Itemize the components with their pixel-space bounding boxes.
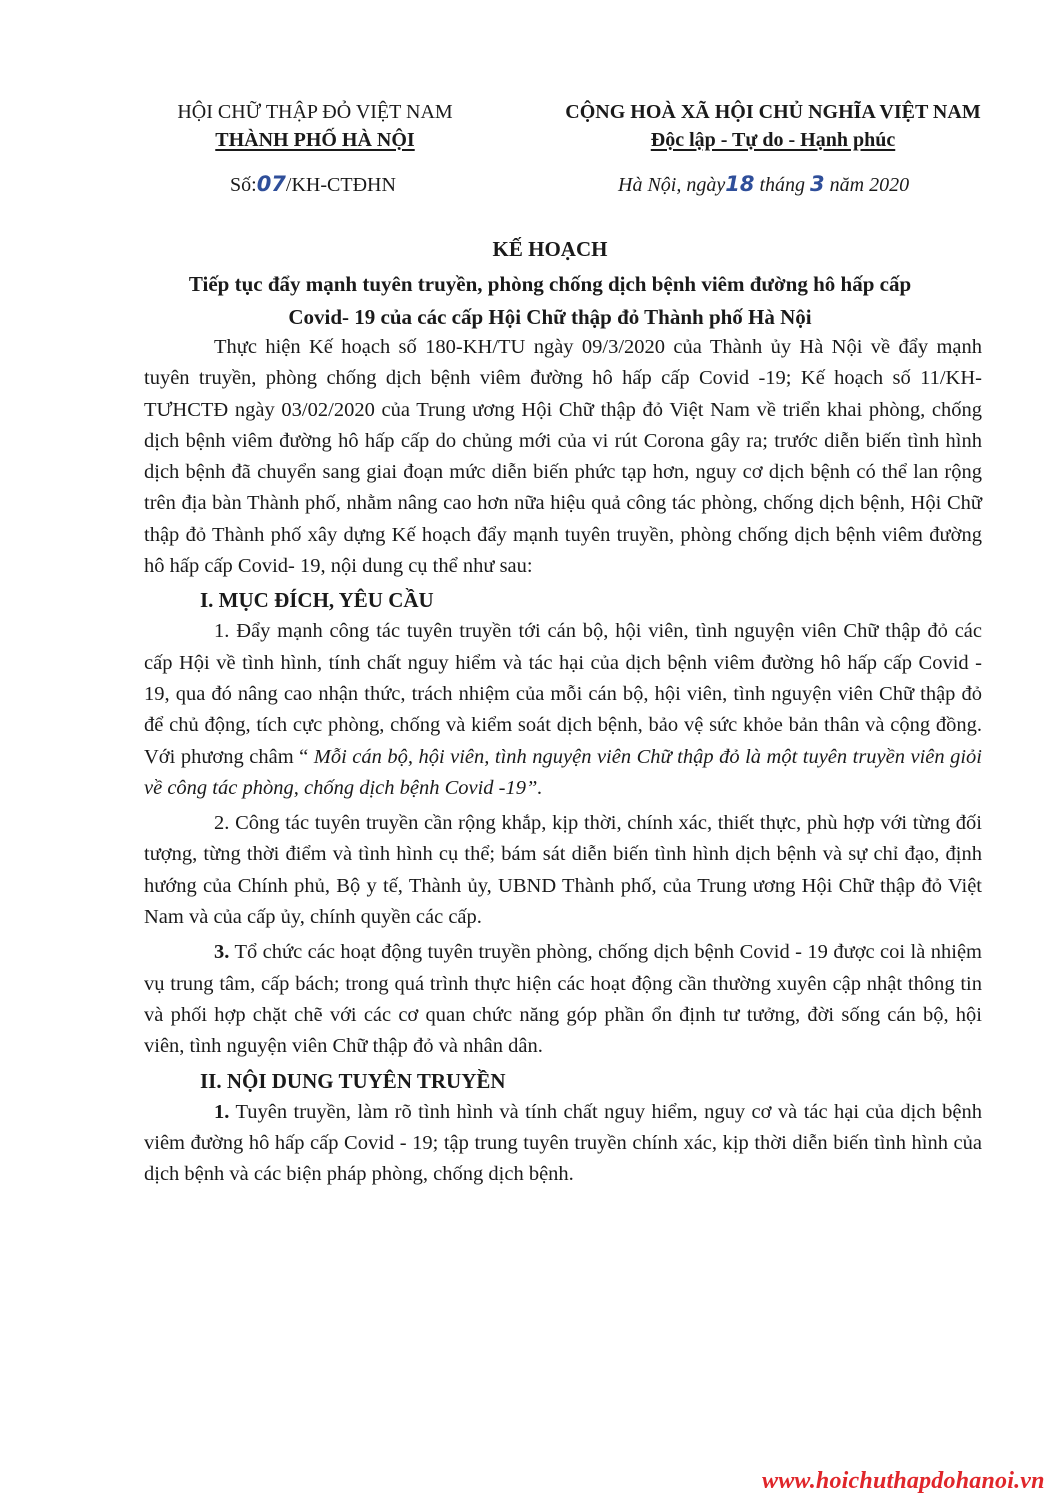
item-quote: Mỗi cán bộ, hội viên, tình nguyện viên Chữ thập đỏ là một tuyên truyền viên giỏi về công tác phòng, chống dịch bệnh Covid -19”. [144,745,982,799]
section-2-item-1 [144,1097,982,1191]
date-prefix: Hà Nội, ngày [618,174,726,196]
section-1-heading: I. MỤC ĐÍCH, YÊU CẦU [200,588,434,613]
nation-name: CỘNG HOÀ XÃ HỘI CHỦ NGHĨA VIỆT NAM [565,101,981,123]
organization-header [150,98,480,154]
item-text: Tổ chức các hoạt động tuyên truyền phòng, chống dịch bệnh Covid - 19 được coi là nhiệm vụ trung tâm, cấp bách; trong quá trình thực hiện các hoạt động cần thường xuyên cập nhật thông tin và phối hợp chặt chẽ với các cơ quan chức năng góp phần ổn định tư tưởng, đời sống cán bộ, hội viên, tình nguyện viên Chữ thập đỏ và nhân dân. [144,941,982,1058]
subtitle-line-2: Covid- 19 của các cấp Hội Chữ thập đỏ Thành phố Hà Nội [288,305,812,329]
intro-paragraph: Thực hiện Kế hoạch số 180-KH/TU ngày 09/3/2020 của Thành ủy Hà Nội về đẩy mạnh tuyên truyền, phòng chống dịch bệnh viêm đường hô hấp cấp Covid -19; Kế hoạch số 11/KH-TƯHCTĐ ngày 03/02/2020 của Trung ương Hội Chữ thập đỏ Việt Nam về triển khai phòng, chống dịch bệnh viêm đường hô hấp cấp do chủng mới của vi rút Corona gây ra; trước diễn biến tình hình dịch bệnh đã chuyển sang giai đoạn mức diễn biến phức tạp hơn, nguy cơ dịch bệnh có thể lan rộng trên địa bàn Thành phố, nhằm nâng cao hơn nữa hiệu quả công tác phòng, chống dịch bệnh, Hội Chữ thập đỏ Thành phố xây dựng Kế hoạch đẩy mạnh tuyên truyền, phòng chống dịch bệnh viêm đường hô hấp cấp Covid- 19, nội dung cụ thể như sau: [144,336,982,578]
document-body [144,332,982,1190]
section-2-heading: II. NỘI DUNG TUYÊN TRUYỀN [200,1068,506,1093]
document-number [230,172,396,197]
section-1-item-1 [144,616,982,804]
website-watermark: www.hoichuthapdohanoi.vn [762,1468,1045,1494]
date-suffix: năm 2020 [829,174,910,196]
subtitle-line-1: Tiếp tục đẩy mạnh tuyên truyền, phòng chống dịch bệnh viêm đường hô hấp cấp [188,272,912,296]
item-text: Đẩy mạnh công tác tuyên truyền tới cán bộ, hội viên, tình nguyện viên Chữ thập đỏ các cấp Hội về tình hình, tính chất nguy hiểm và tác hại của dịch bệnh viêm đường hô hấp cấp Covid - 19, qua đó nâng cao nhận thức, trách nhiệm của mỗi cán bộ, hội viên, tình nguyện viên Chữ thập đỏ để chủ động, tích cực phòng, chống và kiểm soát dịch bệnh, bảo vệ sức khỏe bản thân và cộng đồng. Với phương châm “ [144,620,983,768]
item-text: Công tác tuyên truyền cần rộng khắp, kịp thời, chính xác, thiết thực, phù hợp với từng đối tượng, từng thời điểm và tình hình cụ thể; bám sát diễn biến tình hình dịch bệnh và sự chỉ đạo, định hướng của Chính phủ, Bộ y tế, Thành ủy, UBND Thành phố, của Trung ương Hội Chữ thập đỏ Việt Nam và của cấp ủy, chính quyền các cấp. [144,812,982,929]
national-motto: Độc lập - Tự do - Hạnh phúc [650,129,896,151]
date-month-handwritten: 3 [810,172,825,196]
date-day-handwritten: 18 [725,172,755,196]
date-mid: tháng [759,174,806,196]
organization-city: THÀNH PHỐ HÀ NỘI [215,129,415,151]
organization-name: HỘI CHỮ THẬP ĐỎ VIỆT NAM [177,101,453,123]
doc-no-handwritten: 07 [256,172,286,196]
item-number: 1. [214,620,230,643]
item-number: 2. [214,812,230,835]
document-date [618,172,909,197]
document-title: KẾ HOẠCH [492,237,608,261]
item-number: 1. [214,1100,230,1123]
doc-no-prefix: Số: [230,174,257,196]
doc-no-suffix: /KH-CTĐHN [285,174,396,196]
section-1-item-2 [144,808,982,933]
item-number: 3. [214,941,230,964]
section-1-item-3 [144,937,982,1062]
document-subtitle [100,268,1000,334]
item-text: Tuyên truyền, làm rõ tình hình và tính chất nguy hiểm, nguy cơ và tác hại của dịch bệnh viêm đường hô hấp cấp Covid - 19; tập trung tuyên truyền chính xác, kịp thời diễn biến tình hình của dịch bệnh và các biện pháp phòng, chống dịch bệnh. [144,1100,982,1186]
national-header [538,98,1008,154]
